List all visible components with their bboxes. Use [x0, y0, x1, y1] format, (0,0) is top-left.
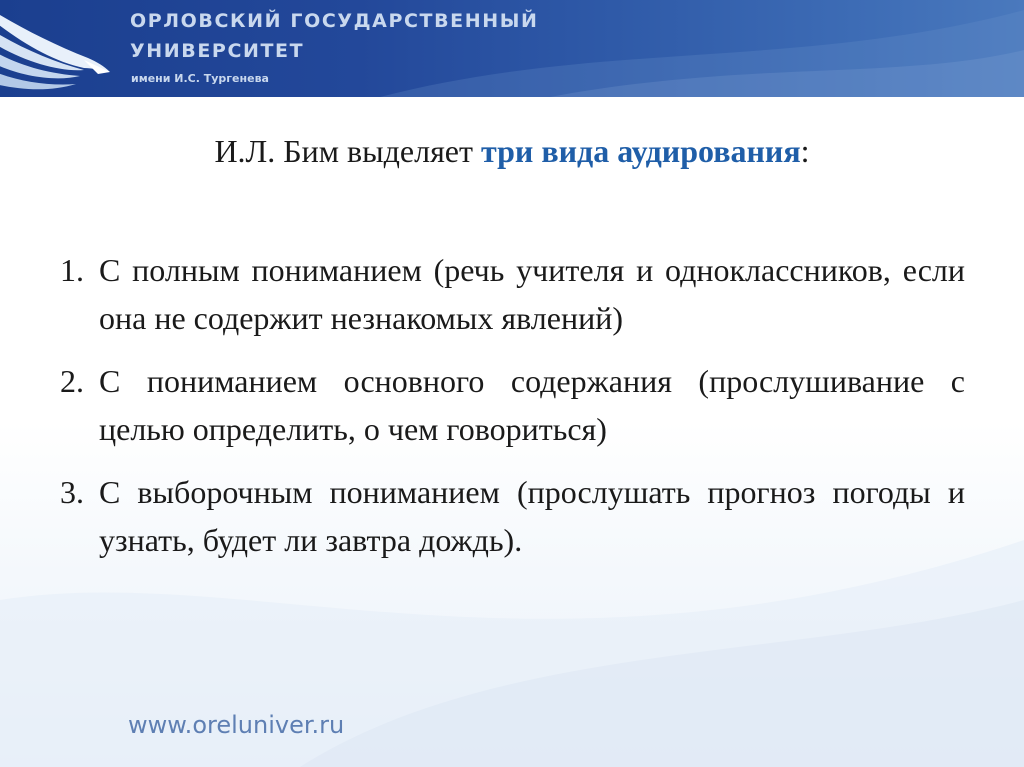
- title-suffix: :: [800, 133, 810, 169]
- footer-website-url: www.oreluniver.ru: [128, 711, 345, 739]
- list-item-number: 3.: [60, 474, 84, 510]
- list-item: [60, 246, 965, 342]
- listening-types-list: [60, 246, 965, 579]
- header-banner: [0, 0, 1024, 97]
- university-name-line2: УНИВЕРСИТЕТ: [130, 40, 305, 62]
- university-bird-logo-icon: [0, 0, 118, 97]
- title-highlight: три вида аудирования: [480, 133, 801, 169]
- list-item-text: С пониманием основного содержания (прослушивание с целью определить, о чем говориться): [99, 363, 965, 447]
- list-item: [60, 357, 965, 453]
- list-item: [60, 468, 965, 564]
- university-name-line1: ОРЛОВСКИЙ ГОСУДАРСТВЕННЫЙ: [130, 10, 539, 32]
- list-item-number: 1.: [60, 252, 84, 288]
- list-item-text: С выборочным пониманием (прослушать прогноз погоды и узнать, будет ли завтра дождь).: [99, 474, 965, 558]
- list-item-text: С полным пониманием (речь учителя и одноклассников, если она не содержит незнакомых явлений): [99, 252, 965, 336]
- title-prefix: И.Л. Бим выделяет: [214, 133, 481, 169]
- slide-title: [0, 133, 1024, 170]
- list-item-number: 2.: [60, 363, 84, 399]
- university-name-line3: имени И.С. Тургенева: [131, 72, 269, 85]
